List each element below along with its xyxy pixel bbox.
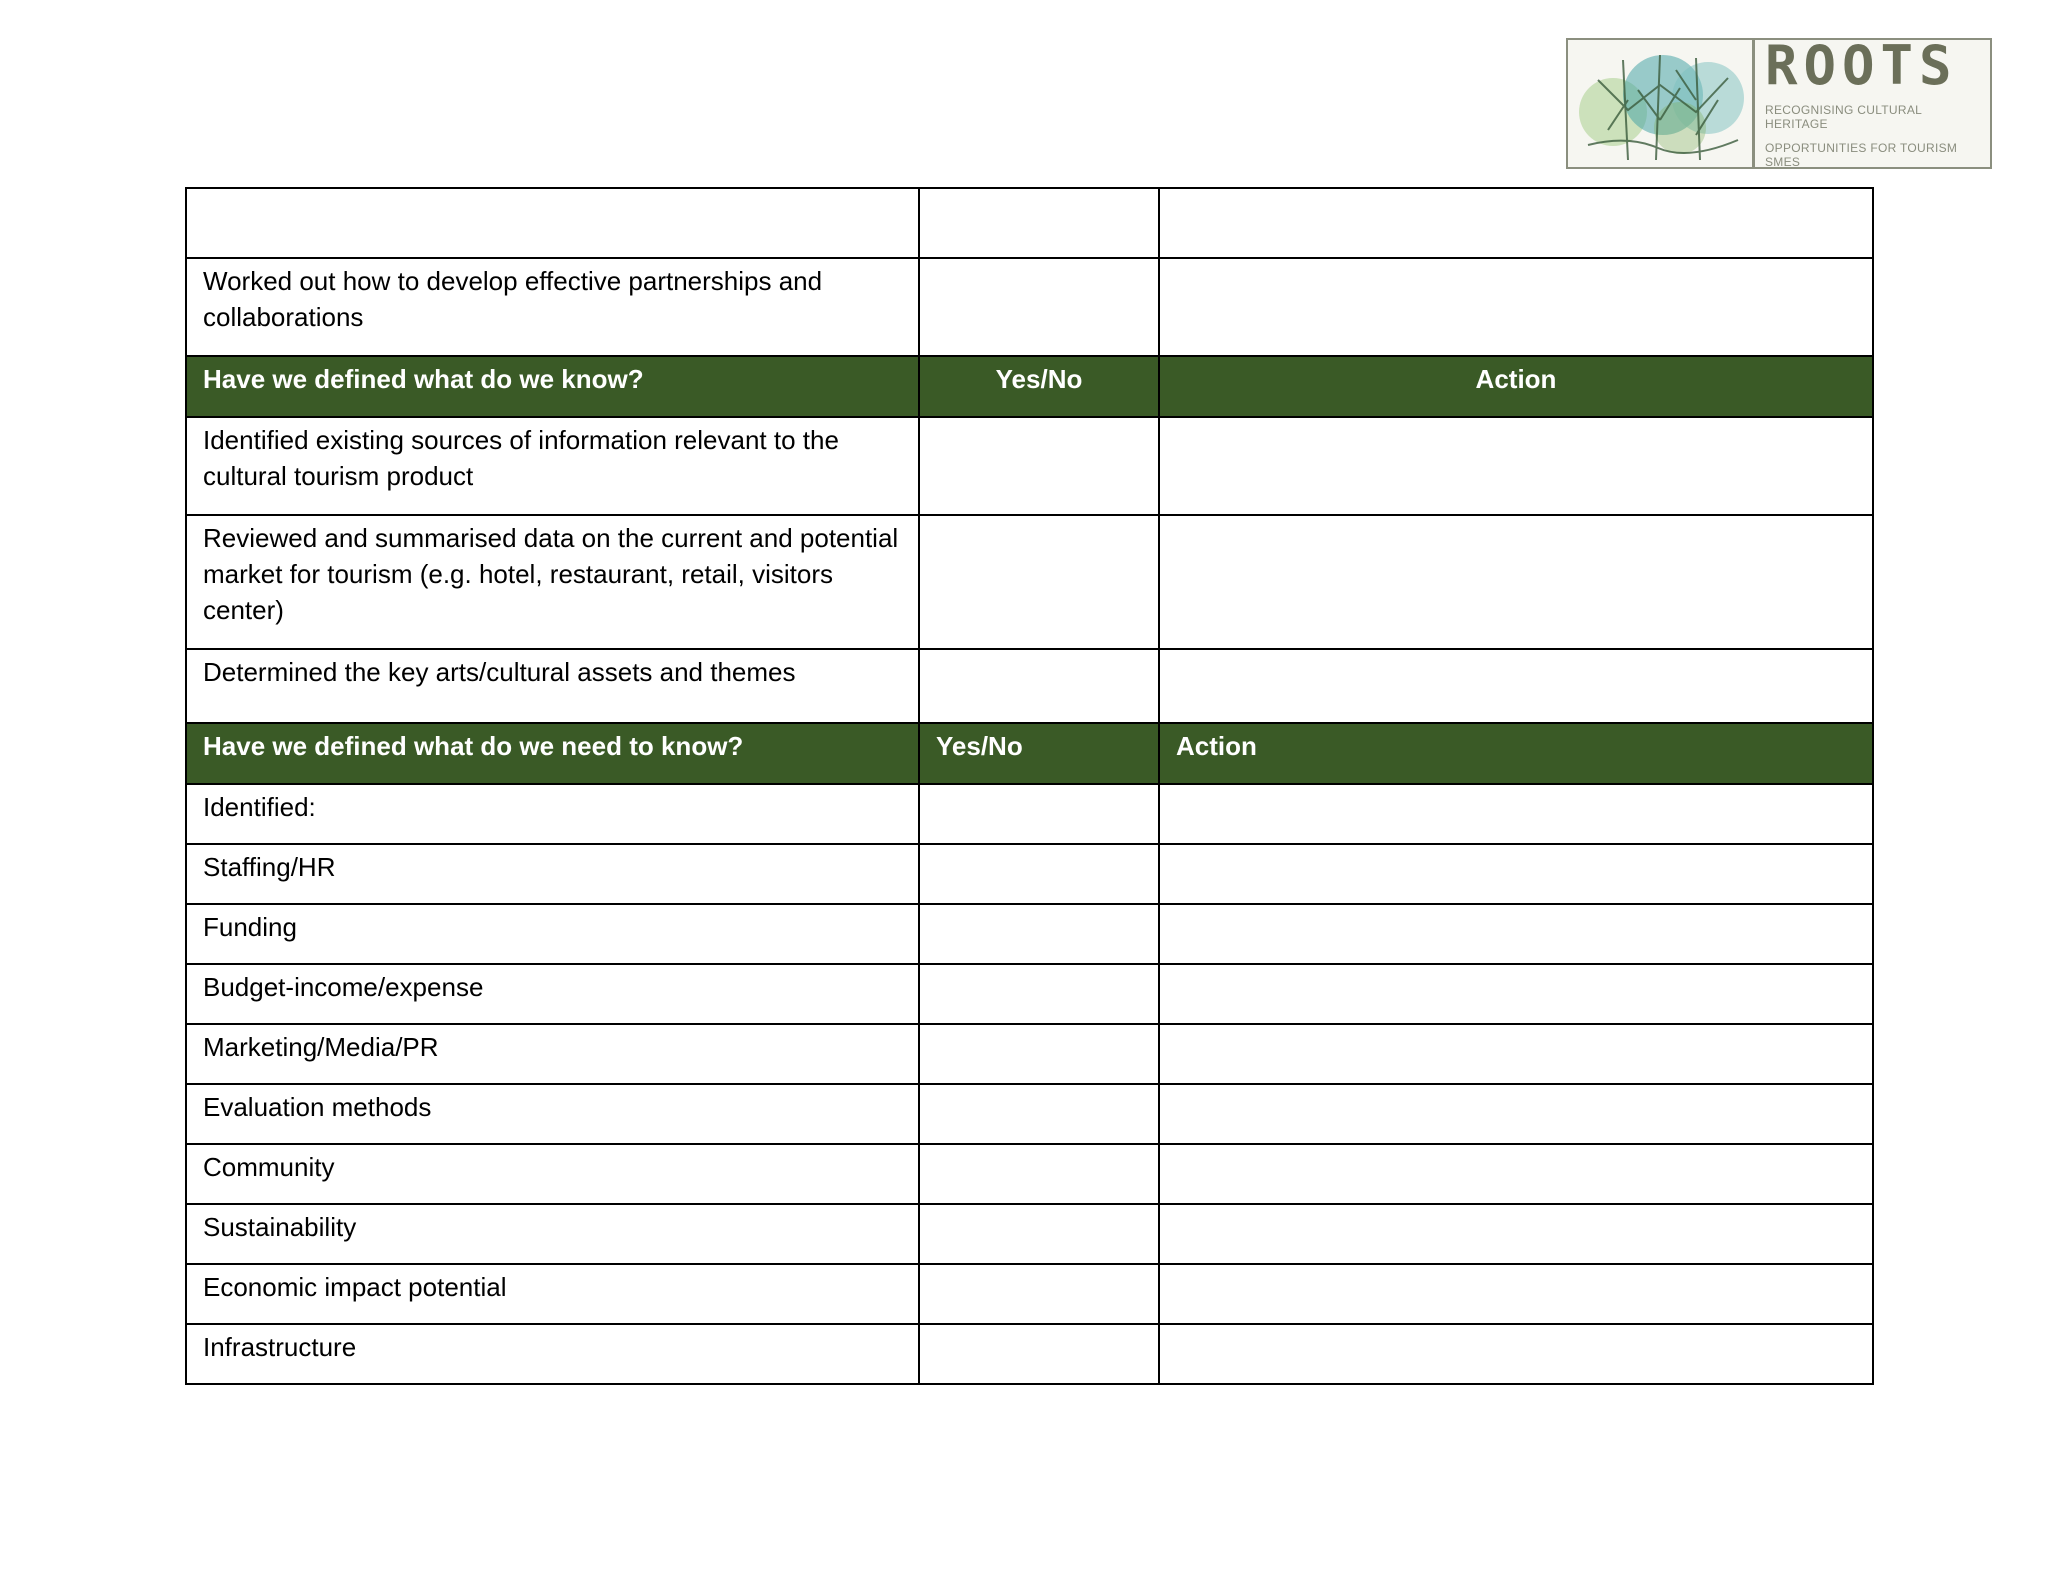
item-cell: Reviewed and summarised data on the current and potential market for tourism (e.g. hotel, restaurant, retail, visitors center) — [186, 515, 919, 649]
item-cell: Identified existing sources of information relevant to the cultural tourism product — [186, 417, 919, 515]
action-cell[interactable] — [1159, 904, 1873, 964]
item-cell: Staffing/HR — [186, 844, 919, 904]
table-row — [186, 784, 1873, 844]
yes-no-header: Yes/No — [919, 723, 1159, 784]
section-header-row — [186, 723, 1873, 784]
item-cell: Funding — [186, 904, 919, 964]
table-row — [186, 258, 1873, 356]
section-header-question: Have we defined what do we know? — [186, 356, 919, 417]
item-cell: Sustainability — [186, 1204, 919, 1264]
table-row — [186, 649, 1873, 723]
item-cell: Identified: — [186, 784, 919, 844]
table-row — [186, 417, 1873, 515]
item-cell: Community — [186, 1144, 919, 1204]
table-row — [186, 904, 1873, 964]
logo-tagline-2: OPPORTUNITIES FOR TOURISM SMES — [1765, 140, 1958, 169]
yes-no-cell[interactable] — [919, 649, 1159, 723]
logo-tagline-1: RECOGNISING CULTURAL HERITAGE — [1765, 102, 1922, 131]
table-row — [186, 964, 1873, 1024]
action-cell[interactable] — [1159, 188, 1873, 258]
action-header: Action — [1159, 723, 1873, 784]
yes-no-cell[interactable] — [919, 784, 1159, 844]
action-cell[interactable] — [1159, 964, 1873, 1024]
action-cell[interactable] — [1159, 258, 1873, 356]
logo-wordmark: ROOTS — [1765, 33, 1958, 97]
item-cell: Determined the key arts/cultural assets and themes — [186, 649, 919, 723]
item-cell: Infrastructure — [186, 1324, 919, 1384]
table-row — [186, 1324, 1873, 1384]
item-cell — [186, 188, 919, 258]
checklist-table — [185, 187, 1874, 1385]
yes-no-cell[interactable] — [919, 1024, 1159, 1084]
table-row — [186, 844, 1873, 904]
action-cell[interactable] — [1159, 784, 1873, 844]
item-cell: Evaluation methods — [186, 1084, 919, 1144]
section-header-question: Have we defined what do we need to know? — [186, 723, 919, 784]
yes-no-cell[interactable] — [919, 904, 1159, 964]
action-cell[interactable] — [1159, 649, 1873, 723]
yes-no-cell[interactable] — [919, 844, 1159, 904]
yes-no-cell[interactable] — [919, 258, 1159, 356]
action-cell[interactable] — [1159, 515, 1873, 649]
yes-no-cell[interactable] — [919, 188, 1159, 258]
table-row — [186, 1204, 1873, 1264]
action-cell[interactable] — [1159, 1144, 1873, 1204]
table-row — [186, 515, 1873, 649]
yes-no-cell[interactable] — [919, 1324, 1159, 1384]
table-row — [186, 1024, 1873, 1084]
action-cell[interactable] — [1159, 1024, 1873, 1084]
action-cell[interactable] — [1159, 1324, 1873, 1384]
yes-no-cell[interactable] — [919, 964, 1159, 1024]
table-row — [186, 188, 1873, 258]
section-header-row — [186, 356, 1873, 417]
action-cell[interactable] — [1159, 1084, 1873, 1144]
action-header: Action — [1159, 356, 1873, 417]
table-row — [186, 1264, 1873, 1324]
yes-no-header: Yes/No — [919, 356, 1159, 417]
item-cell: Worked out how to develop effective partnerships and collaborations — [186, 258, 919, 356]
action-cell[interactable] — [1159, 417, 1873, 515]
action-cell[interactable] — [1159, 1204, 1873, 1264]
tree-icon — [1568, 40, 1752, 167]
item-cell: Marketing/Media/PR — [186, 1024, 919, 1084]
table-row — [186, 1084, 1873, 1144]
action-cell[interactable] — [1159, 844, 1873, 904]
yes-no-cell[interactable] — [919, 1264, 1159, 1324]
action-cell[interactable] — [1159, 1264, 1873, 1324]
item-cell: Economic impact potential — [186, 1264, 919, 1324]
logo-tree-graphic — [1568, 40, 1752, 167]
yes-no-cell[interactable] — [919, 515, 1159, 649]
item-cell: Budget-income/expense — [186, 964, 919, 1024]
yes-no-cell[interactable] — [919, 417, 1159, 515]
yes-no-cell[interactable] — [919, 1144, 1159, 1204]
yes-no-cell[interactable] — [919, 1204, 1159, 1264]
roots-logo — [1566, 33, 1992, 169]
logo-text-block — [1755, 33, 1990, 169]
table-row — [186, 1144, 1873, 1204]
yes-no-cell[interactable] — [919, 1084, 1159, 1144]
